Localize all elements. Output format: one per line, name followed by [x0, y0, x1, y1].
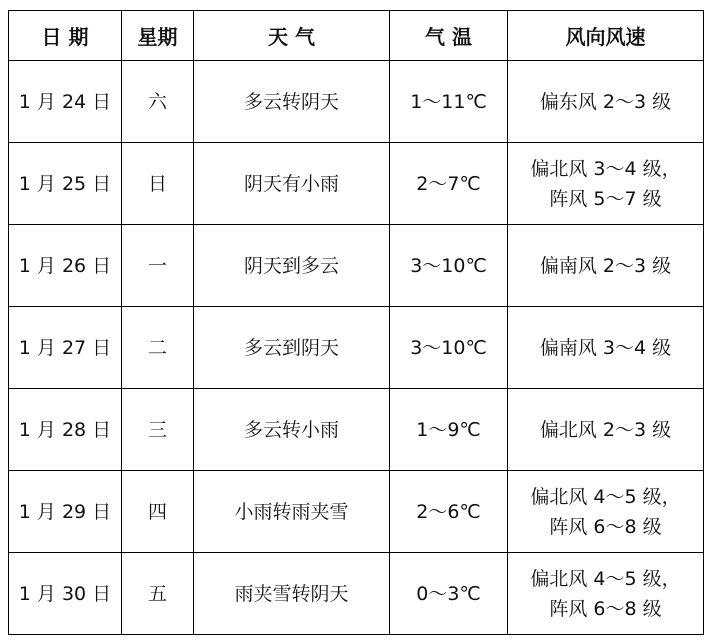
table-row — [9, 471, 704, 553]
wind-line-2: 阵风 6～8 级 — [549, 597, 662, 620]
temperature-cell: 2～7℃ — [390, 143, 508, 225]
header-row — [9, 11, 704, 61]
temperature-cell: 1～11℃ — [390, 61, 508, 143]
wind-line-1: 偏南风 3～4 级 — [539, 336, 672, 359]
weather-cell: 小雨转雨夹雪 — [194, 471, 390, 553]
date-cell: 1 月 24 日 — [9, 61, 122, 143]
header-weekday: 星期 — [122, 11, 194, 61]
wind-line-1: 偏北风 3～4 级， — [530, 157, 681, 180]
date-cell: 1 月 29 日 — [9, 471, 122, 553]
weather-cell: 阴天到多云 — [194, 225, 390, 307]
weekday-cell: 六 — [122, 61, 194, 143]
header-temperature: 气 温 — [390, 11, 508, 61]
header-date: 日 期 — [9, 11, 122, 61]
weather-cell: 多云转阴天 — [194, 61, 390, 143]
wind-line-1: 偏南风 2～3 级 — [539, 254, 672, 277]
date-cell: 1 月 28 日 — [9, 389, 122, 471]
wind-line-1: 偏东风 2～3 级 — [539, 90, 672, 113]
date-cell: 1 月 27 日 — [9, 307, 122, 389]
wind-cell — [508, 553, 704, 635]
wind-line-1: 偏北风 4～5 级， — [530, 485, 681, 508]
weekday-cell: 日 — [122, 143, 194, 225]
temperature-cell: 1～9℃ — [390, 389, 508, 471]
wind-cell — [508, 307, 704, 389]
wind-line-2: 阵风 5～7 级 — [549, 187, 662, 210]
weekday-cell: 二 — [122, 307, 194, 389]
weather-cell: 阴天有小雨 — [194, 143, 390, 225]
wind-cell — [508, 225, 704, 307]
table-row — [9, 553, 704, 635]
wind-line-2: 阵风 6～8 级 — [549, 515, 662, 538]
table-row — [9, 225, 704, 307]
temperature-cell: 3～10℃ — [390, 307, 508, 389]
table-row — [9, 389, 704, 471]
temperature-cell: 2～6℃ — [390, 471, 508, 553]
weekday-cell: 五 — [122, 553, 194, 635]
wind-line-1: 偏北风 2～3 级 — [539, 418, 672, 441]
wind-cell — [508, 389, 704, 471]
weather-forecast-table — [8, 10, 704, 635]
table-row — [9, 61, 704, 143]
weekday-cell: 四 — [122, 471, 194, 553]
wind-cell — [508, 471, 704, 553]
weather-cell: 雨夹雪转阴天 — [194, 553, 390, 635]
table-row — [9, 307, 704, 389]
temperature-cell: 3～10℃ — [390, 225, 508, 307]
header-weather: 天 气 — [194, 11, 390, 61]
header-wind: 风向风速 — [508, 11, 704, 61]
date-cell: 1 月 26 日 — [9, 225, 122, 307]
weather-cell: 多云转小雨 — [194, 389, 390, 471]
date-cell: 1 月 30 日 — [9, 553, 122, 635]
weekday-cell: 三 — [122, 389, 194, 471]
wind-cell — [508, 61, 704, 143]
wind-line-1: 偏北风 4～5 级， — [530, 567, 681, 590]
temperature-cell: 0～3℃ — [390, 553, 508, 635]
weekday-cell: 一 — [122, 225, 194, 307]
wind-cell — [508, 143, 704, 225]
date-cell: 1 月 25 日 — [9, 143, 122, 225]
weather-cell: 多云到阴天 — [194, 307, 390, 389]
table-row — [9, 143, 704, 225]
